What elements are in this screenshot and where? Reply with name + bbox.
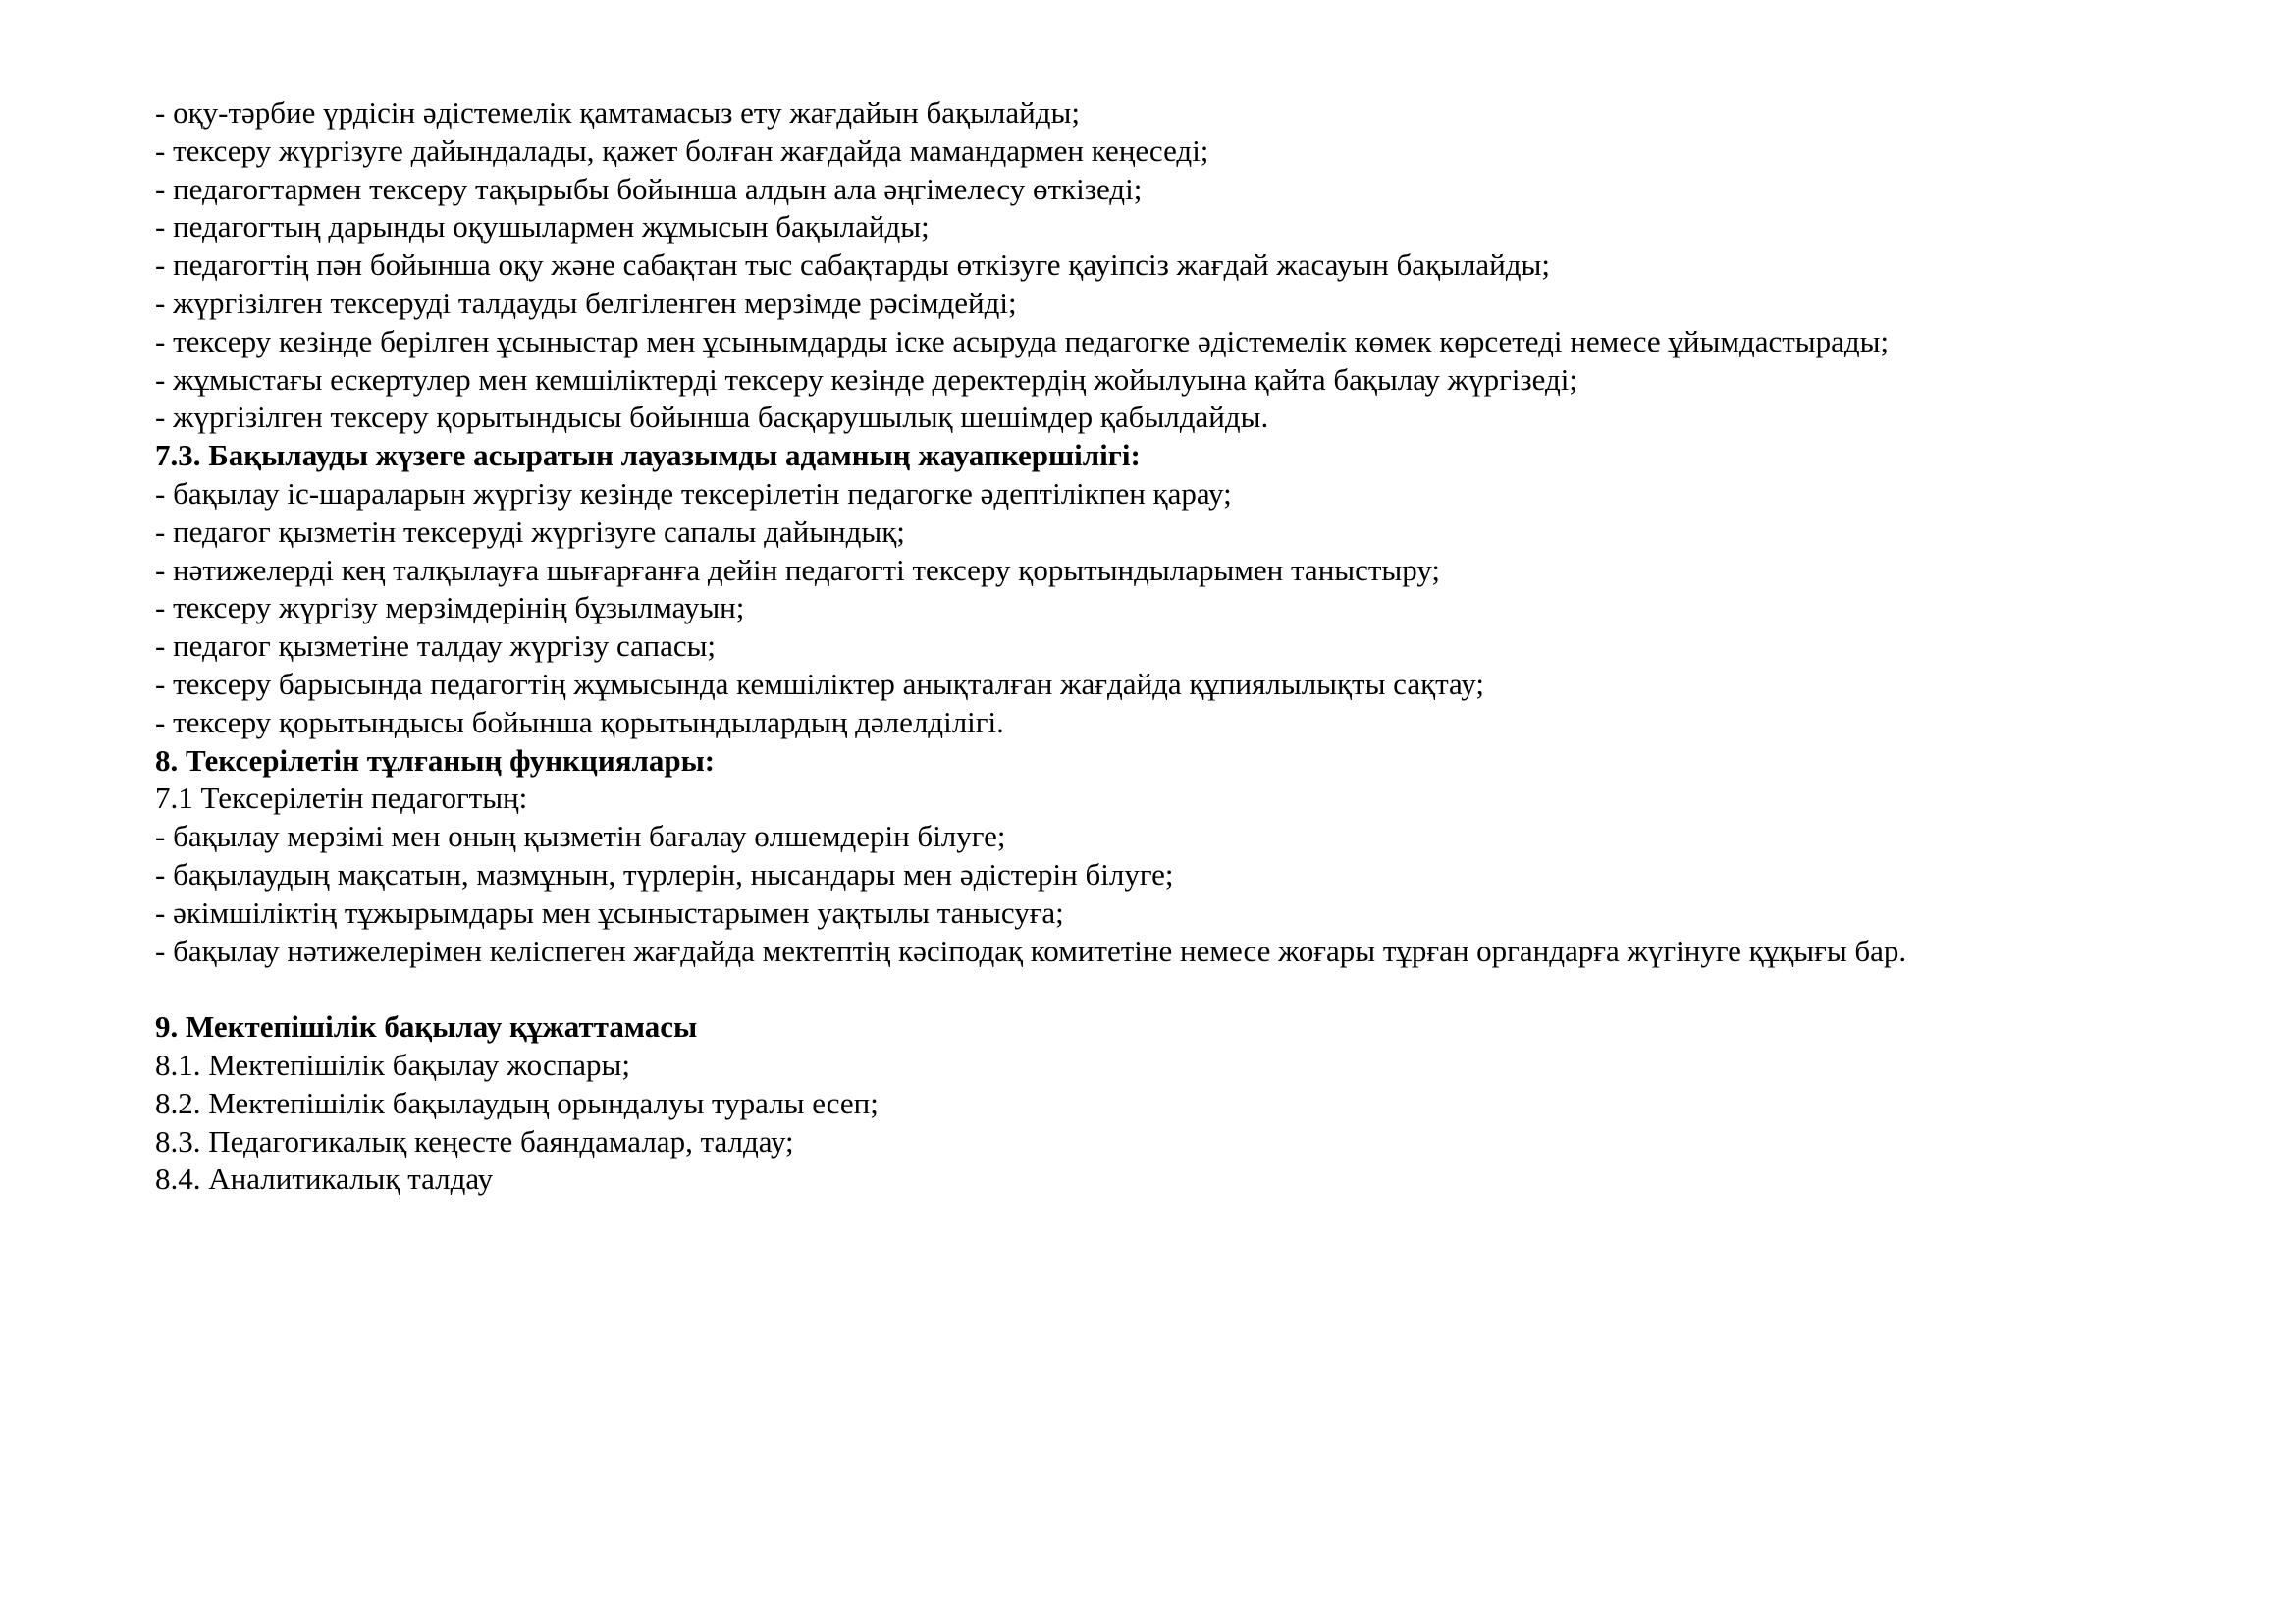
list-item: 8.3. Педагогикалық кеңесте баяндамалар, талдау;	[155, 1123, 794, 1159]
section-heading-8: 8. Тексерілетін тұлғаның функциялары:	[155, 742, 716, 778]
section-heading-9: 9. Мектепішілік бақылау құжаттамасы	[155, 1009, 698, 1045]
list-item: - әкімшіліктің тұжырымдары мен ұсыныстарымен уақтылы танысуға;	[155, 894, 1064, 930]
section-heading-7-3: 7.3. Бақылауды жүзеге асыратын лауазымды адамның жауапкершілігі:	[155, 438, 1141, 473]
list-item: 8.2. Мектепішілік бақылаудың орындалуы туралы есеп;	[155, 1085, 879, 1120]
list-item: - педагог қызметін тексеруді жүргізуге сапалы дайындық;	[155, 514, 905, 549]
list-item: - тексеру жүргізуге дайындалады, қажет болған жағдайда мамандармен кеңеседі;	[155, 133, 1209, 168]
list-item: - оқу-тәрбие үрдісін әдістемелік қамтамасыз ету жағдайын бақылайды;	[155, 95, 1080, 130]
list-item: - бақылау нәтижелерімен келіспеген жағдайда мектептің кәсіподақ комитетіне немесе жоғары тұрған органдарға жүгінуге құқығы бар.	[155, 933, 1907, 968]
list-item: - нәтижелерді кең талқылауға шығарғанға дейін педагогті тексеру қорытындыларымен таныстыру;	[155, 552, 1441, 587]
list-item: - педагогтің пән бойынша оқу және сабақтан тыс сабақтарды өткізуге қауіпсіз жағдай жасауын бақылайды;	[155, 247, 1550, 283]
list-item: - жүргізілген тексеру қорытындысы бойынша басқарушылық шешімдер қабылдайды.	[155, 400, 1269, 435]
list-item: - бақылау мерзімі мен оның қызметін бағалау өлшемдерін білуге;	[155, 819, 1006, 854]
list-item: - жүргізілген тексеруді талдауды белгіленген мерзімде рәсімдейді;	[155, 285, 1017, 320]
list-item: - бақылаудың мақсатын, мазмұнын, түрлерін, нысандары мен әдістерін білуге;	[155, 856, 1174, 892]
list-item: 8.1. Мектепішілік бақылау жоспары;	[155, 1047, 630, 1082]
list-item: - бақылау іс-шараларын жүргізу кезінде тексерілетін педагогке әдептілікпен қарау;	[155, 475, 1232, 511]
list-item: - тексеру кезінде берілген ұсыныстар мен ұсынымдарды іске асыруда педагогке әдістемелік көмек көрсетеді немесе ұйымдастырады;	[155, 323, 1890, 358]
list-item: - тексеру барысында педагогтің жұмысында кемшіліктер анықталған жағдайда құпиялылықты сақтау;	[155, 666, 1484, 701]
list-item: - жұмыстағы ескертулер мен кемшіліктерді тексеру кезінде деректердің жойылуына қайта бақылау жүргізеді;	[155, 361, 1578, 397]
subsection-label: 7.1 Тексерілетін педагогтың:	[155, 781, 528, 816]
list-item: - педагогтармен тексеру тақырыбы бойынша алдын ала әңгімелесу өткізеді;	[155, 171, 1143, 206]
list-item: - педагог қызметіне талдау жүргізу сапасы;	[155, 628, 717, 664]
list-item: - педагогтың дарынды оқушылармен жұмысын бақылайды;	[155, 209, 930, 244]
document-page	[155, 94, 2216, 1199]
list-item: - тексеру жүргізу мерзімдерінің бұзылмауын;	[155, 590, 745, 625]
list-item: 8.4. Аналитикалық талдау	[155, 1162, 494, 1197]
blank-line	[155, 970, 2216, 1008]
list-item: - тексеру қорытындысы бойынша қорытындылардың дәлелділігі.	[155, 704, 1004, 739]
